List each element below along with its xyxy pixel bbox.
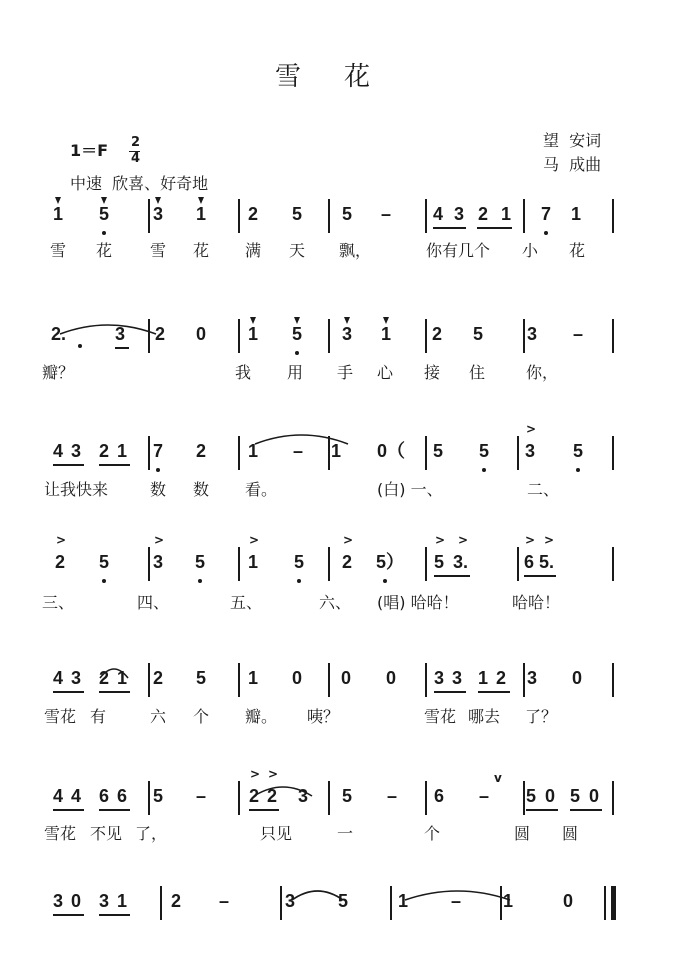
barline bbox=[328, 781, 330, 815]
lyric: 圆 bbox=[562, 824, 579, 843]
barline bbox=[238, 199, 240, 233]
note: 3 bbox=[70, 668, 81, 688]
note: 5 bbox=[293, 552, 304, 572]
lyric: 心 bbox=[377, 363, 394, 382]
beam-underline bbox=[524, 575, 556, 577]
note: – bbox=[195, 786, 206, 806]
accent-mark: > bbox=[544, 533, 555, 547]
accent-mark: > bbox=[458, 533, 469, 547]
note: 0 bbox=[562, 891, 573, 911]
lyric: 用 bbox=[287, 363, 304, 382]
note: 5. bbox=[539, 552, 555, 572]
note: 4 bbox=[52, 441, 63, 461]
note: 1 bbox=[247, 324, 258, 344]
barline bbox=[148, 663, 150, 697]
beam-underline bbox=[434, 691, 466, 693]
barline bbox=[238, 319, 240, 353]
beam-underline bbox=[570, 809, 602, 811]
beam-underline bbox=[99, 464, 130, 466]
lyric: 五、 bbox=[230, 593, 263, 612]
note: 3 bbox=[152, 552, 163, 572]
lyric: 瓣？ bbox=[42, 363, 75, 382]
note: 5 bbox=[152, 786, 163, 806]
note: 3 bbox=[152, 204, 163, 224]
note: 5 bbox=[432, 441, 443, 461]
note: 3 bbox=[52, 891, 63, 911]
slur-arc bbox=[254, 784, 312, 798]
time-signature-numerator: 2 bbox=[131, 135, 141, 150]
lyric: 四、 bbox=[137, 593, 170, 612]
beam-underline bbox=[53, 691, 84, 693]
note: 1 bbox=[52, 204, 63, 224]
accent-mark: > bbox=[250, 767, 261, 781]
note: 3 bbox=[70, 441, 81, 461]
note: 0 bbox=[544, 786, 555, 806]
note: – bbox=[450, 891, 461, 911]
note: 2 bbox=[54, 552, 65, 572]
note: 5 bbox=[569, 786, 580, 806]
note: 1 bbox=[380, 324, 391, 344]
note: 2 bbox=[477, 204, 488, 224]
beam-underline bbox=[526, 809, 558, 811]
barline bbox=[523, 319, 525, 353]
lyric: 有 bbox=[90, 707, 107, 726]
beam-underline bbox=[99, 691, 130, 693]
lyric: 数 bbox=[193, 480, 210, 499]
tempo-marking: 中速 欣喜、好奇地 bbox=[70, 174, 209, 193]
note: 3 bbox=[297, 786, 308, 806]
beam-underline bbox=[434, 575, 470, 577]
beam-underline bbox=[53, 809, 84, 811]
note: 2 bbox=[341, 552, 352, 572]
beam-underline bbox=[477, 227, 512, 229]
note: 1 bbox=[116, 668, 127, 688]
barline bbox=[517, 547, 519, 581]
barline bbox=[238, 547, 240, 581]
lower-octave-dot bbox=[576, 468, 580, 472]
lower-octave-dot bbox=[102, 231, 106, 235]
note: 0 bbox=[291, 668, 302, 688]
note: 6 bbox=[523, 552, 534, 572]
barline bbox=[328, 319, 330, 353]
time-signature-denominator: 4 bbox=[131, 151, 141, 166]
accent-mark: > bbox=[154, 533, 165, 547]
note: 7 bbox=[540, 204, 551, 224]
accent-mark: > bbox=[435, 533, 446, 547]
lyric: 圆 bbox=[514, 824, 531, 843]
lyric: 看。 bbox=[245, 480, 278, 499]
note: 1 bbox=[195, 204, 206, 224]
lyric: 六 bbox=[150, 707, 167, 726]
lyric: 手 bbox=[337, 363, 354, 382]
note: 5 bbox=[291, 204, 302, 224]
note: 1 bbox=[477, 668, 488, 688]
note: 5 bbox=[525, 786, 536, 806]
lyric: 二、 bbox=[527, 480, 560, 499]
accent-mark: > bbox=[525, 533, 536, 547]
staccato-mark bbox=[250, 317, 256, 324]
beam-underline bbox=[115, 347, 129, 349]
note: 0 bbox=[70, 891, 81, 911]
staccato-mark bbox=[294, 317, 300, 324]
lyric: 让我快来 bbox=[44, 480, 109, 499]
lower-octave-dot bbox=[544, 231, 548, 235]
lyric: 一 bbox=[337, 824, 354, 843]
lyric: 了， bbox=[135, 824, 168, 843]
lyricist-credit: 望 安词 bbox=[543, 131, 602, 150]
note: 1 bbox=[570, 204, 581, 224]
note: – bbox=[478, 786, 489, 806]
note: 1 bbox=[247, 668, 258, 688]
lyric: 满 bbox=[245, 241, 262, 260]
lyric: 雪 bbox=[150, 241, 167, 260]
barline bbox=[328, 547, 330, 581]
lyric: 我 bbox=[235, 363, 252, 382]
barline bbox=[612, 547, 614, 581]
note: – bbox=[292, 441, 303, 461]
slur-arc bbox=[60, 322, 156, 336]
note: 5 bbox=[433, 552, 444, 572]
lyric: 哪去 bbox=[468, 707, 501, 726]
note: 1 bbox=[500, 204, 511, 224]
accent-mark: > bbox=[268, 767, 279, 781]
note: 2 bbox=[248, 786, 259, 806]
beam-underline bbox=[53, 914, 84, 916]
staccato-mark bbox=[383, 317, 389, 324]
beam-underline bbox=[433, 227, 466, 229]
note: 2 bbox=[98, 668, 109, 688]
slur-arc bbox=[255, 432, 348, 446]
note: 3 bbox=[284, 891, 295, 911]
note: 2 bbox=[195, 441, 206, 461]
note: 1 bbox=[502, 891, 513, 911]
beam-underline bbox=[478, 691, 510, 693]
note: 5 bbox=[341, 786, 352, 806]
note: 1 bbox=[116, 891, 127, 911]
lyric: 个 bbox=[424, 824, 441, 843]
note: 3 bbox=[341, 324, 352, 344]
accent-mark: > bbox=[526, 422, 537, 436]
note: 3 bbox=[98, 891, 109, 911]
note: 3. bbox=[453, 552, 469, 572]
lyric: 三、 bbox=[42, 593, 75, 612]
barline bbox=[280, 886, 282, 920]
lower-octave-dot bbox=[295, 351, 299, 355]
lyric: 个 bbox=[193, 707, 210, 726]
slur-arc bbox=[292, 888, 343, 902]
note: 2 bbox=[170, 891, 181, 911]
note: 5 bbox=[478, 441, 489, 461]
barline bbox=[517, 436, 519, 470]
lower-octave-dot bbox=[297, 579, 301, 583]
lyric: 六、 bbox=[319, 593, 352, 612]
lyric: 飘， bbox=[339, 241, 372, 260]
note: 2 bbox=[154, 324, 165, 344]
note: – bbox=[380, 204, 391, 224]
accent-mark: > bbox=[343, 533, 354, 547]
note: 5 bbox=[194, 552, 205, 572]
note: 2 bbox=[266, 786, 277, 806]
note: 3 bbox=[526, 324, 537, 344]
beam-underline bbox=[99, 809, 130, 811]
note: 2 bbox=[495, 668, 506, 688]
key-signature: 1＝F bbox=[70, 141, 109, 160]
lower-octave-dot bbox=[482, 468, 486, 472]
staccato-mark bbox=[101, 197, 107, 204]
lower-octave-dot bbox=[156, 468, 160, 472]
slur-arc bbox=[100, 666, 128, 680]
barline bbox=[612, 663, 614, 697]
barline bbox=[425, 547, 427, 581]
beam-underline bbox=[249, 809, 279, 811]
barline bbox=[612, 199, 614, 233]
lyric: 花 bbox=[193, 241, 210, 260]
lyric: 雪花 bbox=[44, 824, 77, 843]
barline bbox=[148, 781, 150, 815]
barline bbox=[612, 319, 614, 353]
note: 1 bbox=[397, 891, 408, 911]
lyric: 雪花 bbox=[44, 707, 77, 726]
note: 1 bbox=[247, 552, 258, 572]
note: – bbox=[218, 891, 229, 911]
lyric: (唱) 哈哈！ bbox=[377, 593, 459, 612]
note: 2 bbox=[98, 441, 109, 461]
note: 4 bbox=[70, 786, 81, 806]
note: 4 bbox=[52, 786, 63, 806]
note: 5 bbox=[341, 204, 352, 224]
lyric: 小 bbox=[522, 241, 539, 260]
song-title: 雪 花 bbox=[275, 62, 373, 92]
staccato-mark bbox=[198, 197, 204, 204]
barline bbox=[425, 663, 427, 697]
barline bbox=[612, 781, 614, 815]
barline bbox=[328, 199, 330, 233]
note: 0 bbox=[385, 668, 396, 688]
note: 4 bbox=[52, 668, 63, 688]
note: 5 bbox=[98, 204, 109, 224]
barline bbox=[604, 886, 606, 920]
barline bbox=[328, 663, 330, 697]
barline bbox=[425, 319, 427, 353]
lyric: 你， bbox=[526, 363, 559, 382]
lyric: 数 bbox=[150, 480, 167, 499]
note: 6 bbox=[116, 786, 127, 806]
note: 5 bbox=[291, 324, 302, 344]
barline bbox=[148, 547, 150, 581]
staccato-mark bbox=[155, 197, 161, 204]
barline bbox=[612, 436, 614, 470]
barline bbox=[390, 886, 392, 920]
accent-mark: > bbox=[249, 533, 260, 547]
lyric: 了？ bbox=[525, 707, 558, 726]
note: 4 bbox=[432, 204, 443, 224]
barline bbox=[425, 436, 427, 470]
barline bbox=[238, 436, 240, 470]
note: 1 bbox=[247, 441, 258, 461]
final-barline bbox=[611, 886, 616, 920]
note: 2. bbox=[51, 324, 67, 344]
lyric: 雪 bbox=[50, 241, 67, 260]
barline bbox=[523, 781, 525, 815]
note: 0 bbox=[195, 324, 206, 344]
note: 5 bbox=[337, 891, 348, 911]
lyric: 哈哈！ bbox=[512, 593, 561, 612]
accent-mark: > bbox=[56, 533, 67, 547]
lyric: 你有几个 bbox=[426, 241, 491, 260]
staccato-mark bbox=[344, 317, 350, 324]
note: 3 bbox=[114, 324, 125, 344]
note: 5 bbox=[98, 552, 109, 572]
lyric: 花 bbox=[569, 241, 586, 260]
composer-credit: 马 成曲 bbox=[543, 155, 602, 174]
note: 7 bbox=[152, 441, 163, 461]
barline bbox=[238, 781, 240, 815]
note: 6 bbox=[98, 786, 109, 806]
lower-octave-dot bbox=[383, 579, 387, 583]
staccato-mark bbox=[55, 197, 61, 204]
beam-underline bbox=[99, 914, 130, 916]
beam-underline bbox=[53, 464, 84, 466]
note: 6 bbox=[433, 786, 444, 806]
note: 3 bbox=[433, 668, 444, 688]
note: – bbox=[572, 324, 583, 344]
lower-octave-dot bbox=[102, 579, 106, 583]
barline bbox=[238, 663, 240, 697]
note: 2 bbox=[431, 324, 442, 344]
note: 0（ bbox=[377, 441, 406, 461]
lyric: 雪花 bbox=[424, 707, 457, 726]
note: 2 bbox=[247, 204, 258, 224]
breath-mark: v bbox=[494, 771, 502, 785]
lyric: 住 bbox=[469, 363, 486, 382]
note: 5 bbox=[572, 441, 583, 461]
barline bbox=[148, 199, 150, 233]
barline bbox=[160, 886, 162, 920]
augmentation-dot bbox=[78, 344, 82, 348]
note: – bbox=[386, 786, 397, 806]
note: 0 bbox=[588, 786, 599, 806]
note: 1 bbox=[116, 441, 127, 461]
note: 0 bbox=[340, 668, 351, 688]
note: 5 bbox=[195, 668, 206, 688]
lyric: 接 bbox=[424, 363, 441, 382]
lyric: 只见 bbox=[260, 824, 293, 843]
lyric: 花 bbox=[96, 241, 113, 260]
note: 5 bbox=[472, 324, 483, 344]
note: 3 bbox=[451, 668, 462, 688]
lyric: 天 bbox=[289, 241, 306, 260]
note: 1 bbox=[330, 441, 341, 461]
note: 2 bbox=[152, 668, 163, 688]
note: 3 bbox=[453, 204, 464, 224]
note: 0 bbox=[571, 668, 582, 688]
barline bbox=[523, 663, 525, 697]
lyric: 咦？ bbox=[307, 707, 340, 726]
lower-octave-dot bbox=[198, 579, 202, 583]
note: 5） bbox=[376, 552, 405, 572]
lyric: (白) 一、 bbox=[377, 480, 443, 499]
barline bbox=[523, 199, 525, 233]
slur-arc bbox=[405, 888, 510, 902]
note: 3 bbox=[524, 441, 535, 461]
lyric: 不见 bbox=[90, 824, 123, 843]
barline bbox=[425, 199, 427, 233]
barline bbox=[425, 781, 427, 815]
barline bbox=[148, 436, 150, 470]
lyric: 瓣。 bbox=[245, 707, 278, 726]
note: 3 bbox=[526, 668, 537, 688]
